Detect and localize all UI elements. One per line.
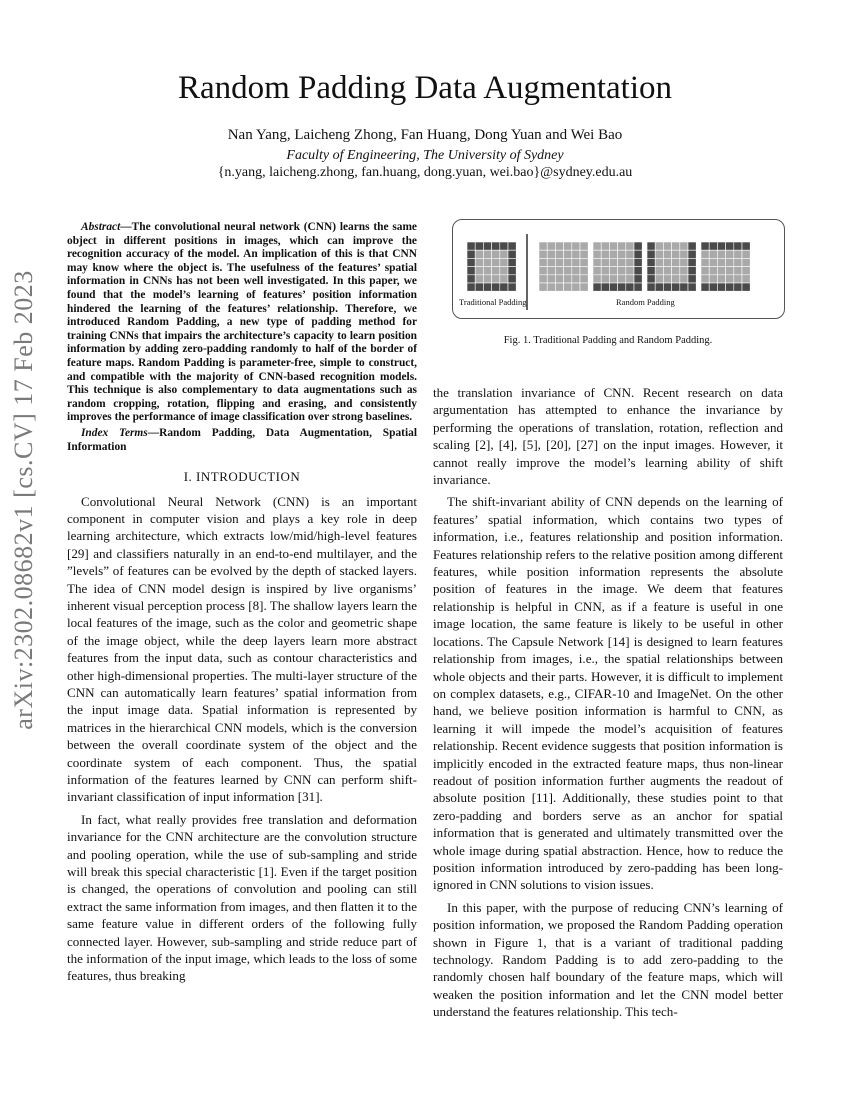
label-traditional-padding: Traditional Padding <box>459 297 527 307</box>
padding-cell <box>492 242 500 250</box>
feature-cell <box>483 258 491 266</box>
feature-cell <box>580 267 588 275</box>
feature-cell <box>717 258 725 266</box>
feature-cell <box>572 283 580 291</box>
padding-cell <box>634 258 642 266</box>
feature-cell <box>734 250 742 258</box>
random-grid <box>701 242 750 291</box>
abstract-lead: Abstract <box>81 221 121 233</box>
feature-cell <box>593 258 601 266</box>
feature-cell <box>663 267 671 275</box>
feature-cell <box>726 250 734 258</box>
padding-cell <box>508 267 516 275</box>
padding-cell <box>734 283 742 291</box>
feature-cell <box>580 242 588 250</box>
feature-cell <box>709 258 717 266</box>
feature-cell <box>580 275 588 283</box>
feature-cell <box>539 258 547 266</box>
feature-cell <box>555 242 563 250</box>
feature-cell <box>672 258 680 266</box>
feature-cell <box>663 275 671 283</box>
arxiv-side-stamp <box>4 270 44 730</box>
feature-cell <box>655 275 663 283</box>
author-emails: {n.yang, laicheng.zhong, fan.huang, dong.yuan, wei.bao}@sydney.edu.au <box>217 165 633 180</box>
affiliation: Faculty of Engineering, The University of Sydney <box>286 148 564 163</box>
feature-cell <box>500 267 508 275</box>
padding-cell <box>663 283 671 291</box>
feature-cell <box>547 275 555 283</box>
feature-cell <box>539 242 547 250</box>
feature-cell <box>618 267 626 275</box>
padding-cell <box>508 258 516 266</box>
padding-cell <box>593 283 601 291</box>
padding-cell <box>688 283 696 291</box>
padding-cell <box>475 242 483 250</box>
feature-cell <box>626 250 634 258</box>
feature-cell <box>547 267 555 275</box>
body-paragraph: In this paper, with the purpose of reducing CNN’s learning of position information, we proposed the Random Padding operation shown in Figure 1, that is a variant of traditional padding technology. Random Padding is to add zero-padding to the randomly chosen half boundary of the feature maps, which will weaken the position information and let the CNN model better understand the features relationship. This tech- <box>433 899 783 1020</box>
padding-cell <box>647 283 655 291</box>
padding-cell <box>647 242 655 250</box>
feature-cell <box>492 267 500 275</box>
padding-cell <box>734 242 742 250</box>
feature-cell <box>709 275 717 283</box>
figure-1-panel <box>452 219 785 319</box>
padding-cell <box>742 283 750 291</box>
feature-cell <box>655 258 663 266</box>
feature-cell <box>539 275 547 283</box>
feature-cell <box>580 258 588 266</box>
right-column <box>433 384 783 1026</box>
padding-cell <box>647 267 655 275</box>
feature-cell <box>593 275 601 283</box>
padding-cell <box>726 283 734 291</box>
feature-cell <box>593 242 601 250</box>
padding-cell <box>688 267 696 275</box>
feature-cell <box>539 267 547 275</box>
section-heading: I. INTRODUCTION <box>183 469 301 485</box>
feature-cell <box>663 242 671 250</box>
feature-cell <box>734 267 742 275</box>
padding-cell <box>609 283 617 291</box>
feature-cell <box>655 267 663 275</box>
padding-cell <box>717 242 725 250</box>
feature-cell <box>492 250 500 258</box>
padding-cell <box>688 258 696 266</box>
feature-cell <box>572 275 580 283</box>
feature-cell <box>601 267 609 275</box>
padding-cell <box>483 283 491 291</box>
padding-cell <box>709 242 717 250</box>
padding-cell <box>467 275 475 283</box>
feature-cell <box>663 250 671 258</box>
feature-cell <box>701 258 709 266</box>
traditional-grid <box>467 242 516 291</box>
feature-cell <box>601 242 609 250</box>
random-grid <box>593 242 642 291</box>
feature-cell <box>701 267 709 275</box>
arxiv-identifier: arXiv:2302.08682v1 [cs.CV] 17 Feb 2023 <box>9 270 38 730</box>
feature-cell <box>680 267 688 275</box>
feature-cell <box>483 250 491 258</box>
feature-cell <box>626 267 634 275</box>
abstract-text: —The convolutional neural network (CNN) learns the same object in different positions in images, which can improve the recognition accuracy of the model. An implication of this is that CNN may know where the object is. The usefulness of the features’ spatial information in CNNs has not been well investigated. In this paper, we found that the model’s learning of features’ position information hindered the learning of the features’ relationship. Therefore, we introduced Random Padding, a new type of padding method for training CNNs that impairs the architecture’s capacity to learn position information by adding zero-padding randomly to half of the border of feature maps. Random Padding is parameter-free, simple to construct, and compatible with the majority of CNN-based recognition models. This technique is also complementary to data augmentations such as random cropping, rotation, flipping and erasing, and consistently improves the performance of image classification over strong baselines. <box>67 221 417 424</box>
feature-cell <box>717 250 725 258</box>
feature-cell <box>547 250 555 258</box>
padding-cell <box>717 283 725 291</box>
feature-cell <box>564 258 572 266</box>
feature-cell <box>547 242 555 250</box>
index-terms-text: —Random Padding, Data Augmentation, Spatial Information <box>67 426 417 453</box>
feature-cell <box>555 275 563 283</box>
left-column <box>67 221 417 990</box>
feature-cell <box>580 283 588 291</box>
feature-cell <box>564 267 572 275</box>
feature-cell <box>492 258 500 266</box>
feature-cell <box>609 242 617 250</box>
padding-cell <box>467 250 475 258</box>
padding-cell <box>634 275 642 283</box>
feature-cell <box>539 250 547 258</box>
padding-cell <box>508 242 516 250</box>
padding-cell <box>618 283 626 291</box>
padding-cell <box>726 242 734 250</box>
feature-cell <box>475 267 483 275</box>
padding-cell <box>672 283 680 291</box>
feature-cell <box>672 242 680 250</box>
feature-cell <box>572 267 580 275</box>
paper-title: Random Padding Data Augmentation <box>177 70 673 106</box>
feature-cell <box>618 242 626 250</box>
padding-cell <box>626 283 634 291</box>
padding-cell <box>467 258 475 266</box>
feature-cell <box>564 275 572 283</box>
feature-cell <box>601 250 609 258</box>
padding-cell <box>475 283 483 291</box>
feature-cell <box>547 258 555 266</box>
padding-cell <box>467 242 475 250</box>
index-terms <box>67 427 417 454</box>
padding-cell <box>508 275 516 283</box>
feature-cell <box>726 275 734 283</box>
feature-cell <box>701 275 709 283</box>
feature-cell <box>475 275 483 283</box>
feature-cell <box>555 283 563 291</box>
feature-cell <box>483 267 491 275</box>
body-paragraph: In fact, what really provides free translation and deformation invariance for the CNN architecture are the convolution structure and pooling operation, while the use of sub-sampling and stride will break this special characteristic [1]. Even if the target position is changed, the operations of convolution and pooling can still extract the same information from images, and then flatten it to the same feature value in different orders of the following fully connected layer. However, sub-sampling and stride reduce part of the information of the input image, which leads to the loss of some features, thus breaking <box>67 811 417 984</box>
feature-cell <box>701 250 709 258</box>
feature-cell <box>626 258 634 266</box>
index-terms-lead: Index Terms <box>81 426 148 439</box>
figure-caption: Fig. 1. Traditional Padding and Random Padding. <box>503 335 713 346</box>
padding-cell <box>647 250 655 258</box>
padding-cell <box>500 283 508 291</box>
feature-cell <box>609 267 617 275</box>
feature-cell <box>564 283 572 291</box>
feature-cell <box>734 258 742 266</box>
padding-cell <box>467 283 475 291</box>
feature-cell <box>680 275 688 283</box>
feature-cell <box>626 242 634 250</box>
padding-cell <box>492 283 500 291</box>
feature-cell <box>655 242 663 250</box>
feature-cell <box>475 258 483 266</box>
feature-cell <box>742 250 750 258</box>
feature-cell <box>672 275 680 283</box>
feature-cell <box>742 267 750 275</box>
feature-cell <box>726 258 734 266</box>
feature-cell <box>734 275 742 283</box>
feature-cell <box>572 250 580 258</box>
feature-cell <box>500 275 508 283</box>
feature-cell <box>609 258 617 266</box>
padding-cell <box>655 283 663 291</box>
padding-cell <box>709 283 717 291</box>
feature-cell <box>500 250 508 258</box>
feature-cell <box>663 258 671 266</box>
feature-cell <box>475 250 483 258</box>
feature-cell <box>483 275 491 283</box>
feature-cell <box>593 250 601 258</box>
feature-cell <box>717 267 725 275</box>
padding-cell <box>688 250 696 258</box>
padding-cell <box>688 275 696 283</box>
padding-cell <box>742 242 750 250</box>
feature-cell <box>555 250 563 258</box>
feature-cell <box>555 267 563 275</box>
feature-cell <box>609 250 617 258</box>
padding-cell <box>701 283 709 291</box>
body-paragraph: the translation invariance of CNN. Recent research on data argumentation has attempted to enhance the invariance by performing the operations of translation, rotation, reflection and scaling [2], [4], [5], [20], [27] on the input images. However, it cannot really improve the model’s learning ability of shift invariance. <box>433 385 783 488</box>
feature-cell <box>564 242 572 250</box>
padding-cell <box>647 275 655 283</box>
padding-cell <box>634 242 642 250</box>
feature-cell <box>672 250 680 258</box>
feature-cell <box>593 267 601 275</box>
padding-cell <box>483 242 491 250</box>
feature-cell <box>680 242 688 250</box>
feature-cell <box>709 250 717 258</box>
feature-cell <box>717 275 725 283</box>
abstract <box>67 221 417 425</box>
padding-cell <box>467 267 475 275</box>
feature-cell <box>547 283 555 291</box>
feature-cell <box>609 275 617 283</box>
padding-cell <box>634 250 642 258</box>
feature-cell <box>672 267 680 275</box>
padding-cell <box>680 283 688 291</box>
feature-cell <box>742 258 750 266</box>
padding-cell <box>601 283 609 291</box>
feature-cell <box>626 275 634 283</box>
padding-cell <box>634 267 642 275</box>
feature-cell <box>492 275 500 283</box>
feature-cell <box>555 258 563 266</box>
feature-cell <box>564 250 572 258</box>
padding-cell <box>500 242 508 250</box>
feature-cell <box>655 250 663 258</box>
padding-cell <box>508 250 516 258</box>
feature-cell <box>572 258 580 266</box>
feature-cell <box>539 283 547 291</box>
feature-cell <box>601 275 609 283</box>
feature-cell <box>572 242 580 250</box>
feature-cell <box>709 267 717 275</box>
feature-cell <box>680 258 688 266</box>
feature-cell <box>618 258 626 266</box>
author-list: Nan Yang, Laicheng Zhong, Fan Huang, Dong Yuan and Wei Bao <box>227 127 623 143</box>
feature-cell <box>742 275 750 283</box>
feature-cell <box>601 258 609 266</box>
feature-cell <box>680 250 688 258</box>
feature-cell <box>618 250 626 258</box>
body-paragraph: Convolutional Neural Network (CNN) is an important component in computer vision and plays a key role in deep learning architecture, which extracts low/mid/high-level features [29] and classifiers naturally in an end-to-end multilayer, and the ”levels” of features can be evolved by the depth of stacked layers. The idea of CNN model design is inspired by live organisms’ inherent visual perception process [8]. The shallow layers learn the local features of the image, such as the color and geometric shape of the image object, while the deep layers learn more abstract features from the input data, such as contour characteristics and other high-dimensional properties. The multi-layer structure of the CNN can automatically learn features’ spatial information from the input image data. Spatial information is represented by matrices in the hierarchical CNN models, which is the conversion between the overall coordinate system of the object and the coordinate system of each component. Thus, the spatial information of the features learned by CNN can perform shift-invariant classification of input information [31]. <box>67 493 417 805</box>
label-random-padding: Random Padding <box>616 297 675 307</box>
feature-cell <box>726 267 734 275</box>
random-grid <box>539 242 588 291</box>
padding-cell <box>634 283 642 291</box>
feature-cell <box>580 250 588 258</box>
padding-cell <box>647 258 655 266</box>
feature-cell <box>618 275 626 283</box>
padding-cell <box>508 283 516 291</box>
feature-cell <box>500 258 508 266</box>
padding-cell <box>701 242 709 250</box>
padding-cell <box>688 242 696 250</box>
random-grid <box>647 242 696 291</box>
body-paragraph: The shift-invariant ability of CNN depends on the learning of features’ spatial information, which contains two types of information, i.e., features relationship and position information. Features relationship refers to the relative position among different features, while position information represents the absolute position of features in the image. We deem that features relationship is helpful in CNN, as if a feature is useful in one image location, the same feature is likely to be useful in other locations. The Capsule Network [14] is designed to learn features relationship from images, i.e., the spatial relationships between whole objects and their parts. However, it is difficult to implement on complex datasets, e.g., CIFAR-10 and ImageNet. On the other hand, we believe position information is harmful to CNN, as learning it will impede the model’s acquisition of features relationship. Recent evidence suggests that position information is implicitly encoded in the extracted feature maps, thus non-linear readout of position information further augments the readout of absolute position [11]. Additionally, these studies point to that zero-padding and borders serve as an anchor for spatial information that is generated and ultimately transmitted over the whole image during spatial abstraction. Hence, how to reduce the position information introduced by zero-padding has been long-ignored in CNN solutions to vision issues. <box>433 494 783 893</box>
